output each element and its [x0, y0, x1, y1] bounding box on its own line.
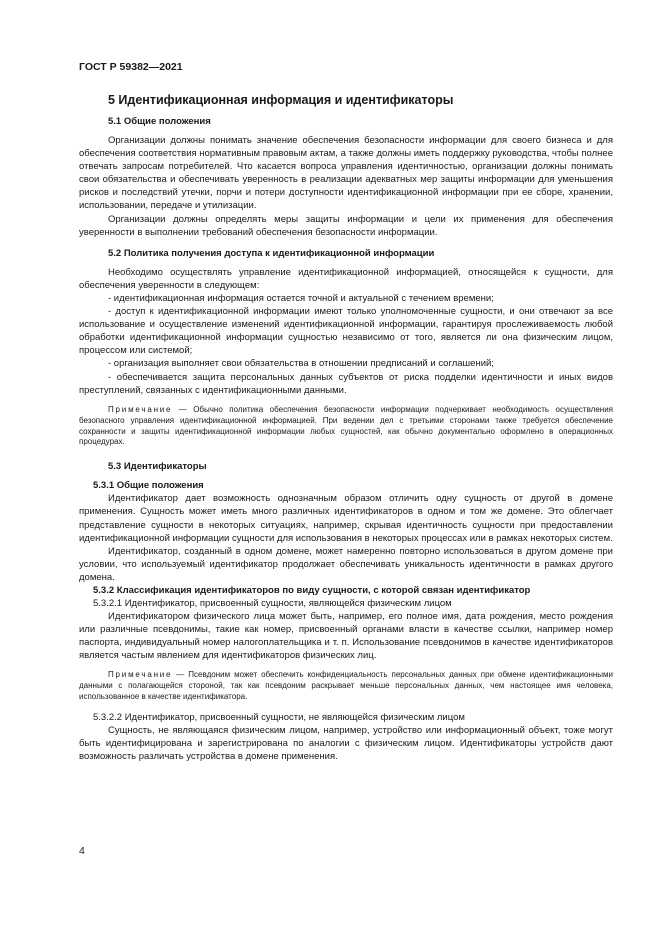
- subsection-5-3-2-2-title: 5.3.2.2 Идентификатор, присвоенный сущности, не являющейся физическим лицом: [93, 712, 465, 724]
- list-item: - обеспечивается защита персональных данных субъектов от риска подделки идентичности и иных видов преступлений, связанных с идентификационными данными.: [79, 371, 613, 396]
- note: [79, 670, 613, 703]
- note-label: Примечание: [108, 670, 173, 680]
- page-number: 4: [79, 845, 85, 857]
- list-item: - доступ к идентификационной информации имеют только уполномоченные сущности, и они отвечают за все использование и осуществление изменений идентификационной информации, гарантируя прослеживаемость любой обработки идентификационной информации сущностью независимо от того, является ли она физическим лицом, процессом или системой;: [79, 306, 613, 357]
- paragraph: Сущность, не являющаяся физическим лицом, например, устройство или информационный объект, тоже могут быть идентифицирована и зарегистрирована по аналогии с физическим лицом. Идентификаторы устройств дают возможность различать устройства в домене применения.: [79, 725, 613, 763]
- paragraph: Необходимо осуществлять управление идентификационной информацией, относящейся к сущности, для обеспечения уверенности в следующем:: [79, 266, 613, 291]
- note-text: — Псевдоним может обеспечить конфиденциальность персональных данных при обмене идентификационными данными с полагающейся стороной, так как псевдоним раскрывает меньше персональных данных, чем настоящее имя человека, использованное в качестве идентификатора.: [79, 670, 613, 702]
- note-label: Примечание: [108, 404, 173, 414]
- section-5-3-title: 5.3 Идентификаторы: [108, 461, 207, 473]
- paragraph: Идентификатор, созданный в одном домене, может намеренно повторно использоваться в другом домене при условии, что используемый идентификатор продолжает обеспечивать уникальность идентичности в рамках другого домена.: [79, 545, 613, 583]
- note-text: — Обычно политика обеспечения безопасности информации подчеркивает необходимость осуществления безопасного управления идентификационной информацией. При ведении дел с третьими сторонами также требуется обеспечение сохранности и защиты идентификационной информации любых сущностей, как обычно документально оформлено в операционных процедурах.: [79, 404, 613, 447]
- section-5-3-1-title: 5.3.1 Общие положения: [93, 480, 204, 492]
- subsection-5-3-2-1-title: 5.3.2.1 Идентификатор, присвоенный сущности, являющейся физическим лицом: [93, 597, 452, 609]
- paragraph: Организации должны понимать значение обеспечения безопасности информации для своего бизнеса и для обеспечения соответствия нормативным правовым актам, а также должны иметь поддержку руководства, чтобы полнее отвечать запросам потребителей. Что касается вопроса управления идентичностью, организации должны понимать свои обязательства и обеспечивать уверенность в реализации адекватных мер защиты информации для уменьшения рисков и последствий утечки, порчи и потери доступности идентификационной информации при ее сборе, хранении, использовании, передаче и утилизации.: [79, 135, 613, 212]
- section-5-3-2-title: 5.3.2 Классификация идентификаторов по виду сущности, с которой связан идентификатор: [93, 584, 531, 596]
- page-content: [79, 92, 613, 764]
- paragraph: Идентификатор дает возможность однозначным образом отличить одну сущность от другой в домене применения. Сущность может иметь много различных идентификаторов в одном и том же домене. Это облегчает представление сущности в некоторых ситуациях, например, скрывая идентичность сущности при предоставлении идентификационной информации сущности для использования в некоторых процессах или в рамках некоторых систем.: [79, 493, 613, 544]
- list-item: - идентификационная информация остается точной и актуальной с течением времени;: [108, 292, 494, 304]
- list-item: - организация выполняет свои обязательства в отношении предписаний и соглашений;: [108, 358, 494, 370]
- section-5-2-title: 5.2 Политика получения доступа к идентификационной информации: [108, 247, 435, 259]
- paragraph: Организации должны определять меры защиты информации и цели их применения для обеспечения уверенности в выполнении требований обеспечения безопасности информации.: [79, 213, 613, 238]
- note: [79, 405, 613, 449]
- section-5-title: 5 Идентификационная информация и идентификаторы: [108, 93, 454, 107]
- document-header: ГОСТ Р 59382—2021: [79, 61, 183, 73]
- paragraph: Идентификатором физического лица может быть, например, его полное имя, дата рождения, место рождения или различные псевдонимы, такие как номер, присвоенный органами власти в качестве ссылки, например номер паспорта, индивидуальный номер налогоплательщика и т. п. Использование псевдонимов в качестве идентификаторов является частым явлением для идентификаторов физических лиц.: [79, 611, 613, 662]
- section-5-1-title: 5.1 Общие положения: [108, 116, 211, 127]
